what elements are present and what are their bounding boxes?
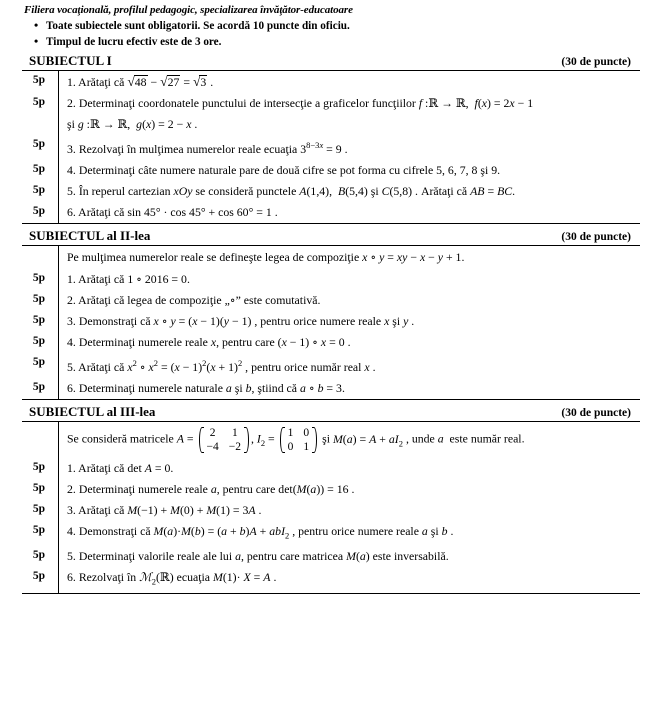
section-points: (30 de puncte) — [561, 230, 631, 243]
math-expression-sqrt48: √48 − √27 = √3 — [127, 74, 207, 89]
math-equation-x-minus-1: (x − 1) ∘ x = 0 — [277, 334, 348, 349]
question-number: 2. — [67, 292, 76, 307]
question-lead: Determinaţi coordonatele punctului de intersecţie a graficelor funcţiilor — [78, 96, 416, 110]
question-lead: Arătaţi că — [78, 460, 125, 475]
points-cell: 5p — [22, 181, 59, 202]
points-cell-empty — [22, 245, 59, 269]
question-mid: ecuaţia — [176, 570, 211, 585]
math-expr-1-comp-2016: 1 ∘ 2016 = 0 — [127, 271, 187, 286]
question-number: 4. — [67, 334, 76, 349]
points-cell: 5p — [22, 458, 59, 479]
question-lead: Determinaţi numerele naturale — [78, 380, 223, 395]
table-row — [22, 378, 640, 400]
matrix-cell: 0 — [303, 426, 310, 439]
question-cell — [59, 567, 641, 593]
question-cell — [59, 378, 641, 400]
question-mid: , ştiind că — [251, 380, 298, 395]
table-row — [22, 521, 640, 546]
math-matrix-set-m2r: ℳ$_2$(ℝ) — [139, 570, 174, 587]
table-row — [22, 353, 640, 378]
table-row — [22, 500, 640, 521]
question-tail: . — [210, 75, 214, 89]
math-function-f: f :ℝ → ℝ, f(x) = 2x − 1 — [418, 96, 534, 110]
question-number: 2. — [67, 481, 76, 496]
question-tail: . — [347, 334, 351, 349]
math-sum-of-m: M(−1) + M(0) + M(1) = 3A — [127, 502, 256, 517]
question-mid: , pentru care — [216, 334, 275, 349]
question-cell — [59, 500, 641, 521]
points-cell: 5p — [22, 378, 59, 400]
math-composition-law: x ∘ y = xy − x − y + 1. — [362, 249, 465, 264]
table-row — [22, 479, 640, 500]
question-mid: , pentru care — [216, 481, 276, 496]
question-cell — [59, 71, 641, 94]
question-number: 1. — [67, 460, 76, 475]
section-intro-cell — [59, 245, 641, 269]
math-equation-a-comp-b: a ∘ b = 3 — [299, 380, 342, 395]
questions-table-subiectul-3 — [22, 421, 640, 594]
table-row — [22, 332, 640, 353]
question-tail: . — [273, 570, 277, 585]
question-cell — [59, 181, 641, 202]
matrix-a — [198, 426, 251, 454]
math-expr-x-squared: $x^2$ ∘ $x^2 = (x - 1)^2(x + 1)^2$ — [127, 357, 243, 374]
question-cell — [59, 311, 641, 332]
table-row — [22, 421, 640, 458]
question-lead: Arătaţi că legea de compoziţie „∘” este comutativă. — [78, 292, 321, 307]
section-points: (30 de puncte) — [561, 406, 631, 419]
math-expr-factored-form: x ∘ y = (x − 1)(y − 1) — [153, 313, 252, 328]
question-lead: Arătaţi că — [78, 204, 125, 219]
matrix-cell: 1 — [287, 426, 294, 439]
math-points-abc: A(1,4), B(5,4) şi C(5,8) . — [299, 183, 421, 198]
question-tail: . — [274, 204, 278, 219]
matrix-cell: 2 — [209, 426, 216, 439]
points-cell: 5p — [22, 521, 59, 546]
document-header: Filiera vocaţională, profilul pedagogic, specializarea învăţător-educatoare — [24, 4, 353, 16]
table-row — [22, 567, 640, 593]
table-row — [22, 290, 640, 311]
left-paren-icon — [279, 426, 286, 454]
question-tail: este inversabilă. — [372, 549, 449, 564]
table-row — [22, 160, 640, 181]
math-exponential-equation: $3^{8-3x} = 9$ — [300, 140, 345, 156]
question-cell — [59, 521, 641, 546]
right-paren-icon — [311, 426, 318, 454]
question-lead: Determinaţi valorile reale ale lui — [78, 549, 233, 564]
question-tail: . — [258, 502, 262, 517]
math-var-a: a — [235, 549, 241, 564]
points-cell: 5p — [22, 567, 59, 593]
points-cell: 5p — [22, 290, 59, 311]
question-cell — [59, 332, 641, 353]
section-header-subiectul-1 — [12, 53, 634, 69]
matrix-a-grid — [205, 426, 244, 454]
points-cell: 5p — [22, 546, 59, 567]
questions-table-subiectul-1 — [22, 70, 640, 224]
section-header-subiectul-2 — [12, 228, 634, 244]
question-after: , pentru orice număr real — [245, 359, 362, 374]
question-number: 5. — [67, 359, 76, 374]
section-points: (30 de puncte) — [561, 56, 631, 68]
points-cell: 5p — [22, 135, 59, 160]
section-title: SUBIECTUL I — [29, 53, 112, 68]
table-row — [22, 135, 640, 160]
intro-lead: Se consideră matricele — [67, 431, 174, 446]
math-det-a: det A = 0 — [127, 460, 171, 475]
math-matrix-m-a: M(a) — [346, 549, 370, 564]
question-number: 1. — [67, 271, 76, 286]
question-number: 4. — [67, 523, 76, 538]
question-cell — [59, 269, 641, 290]
matrix-i2 — [279, 426, 319, 454]
instruction-item: • Timpul de lucru efectiv este de 3 ore. — [12, 35, 634, 49]
math-det-m-equals-16: det(M(a)) = 16 — [278, 481, 352, 496]
question-lead: Rezolvaţi în — [78, 570, 137, 585]
question-lead: Demonstraţi că — [78, 523, 151, 538]
question-number: 6. — [67, 204, 76, 219]
question-lead: Rezolvaţi în mulţimea numerelor reale ecuaţia — [78, 141, 298, 156]
table-row — [22, 269, 640, 290]
table-row — [22, 311, 640, 332]
points-cell: 5p — [22, 311, 59, 332]
question-cell — [59, 160, 641, 181]
points-cell: 5p — [22, 71, 59, 94]
question-mid: , pentru care matricea — [240, 549, 344, 564]
points-cell-empty — [22, 114, 59, 135]
intro-text: Pe mulţimea numerelor reale se defineşte legea de compoziţie — [67, 249, 360, 264]
section-intro-cell: Se consideră matricele A = 2 1 −4 −2 , $I_2$ = 1 0 0 1 şi $M(a) = A + aI_2$ , unde a este număr real. — [59, 421, 641, 458]
math-vars-x-y: x şi y . — [384, 313, 415, 328]
question-number: 5. — [67, 183, 76, 198]
question-cell — [59, 546, 641, 567]
question-number: 5. — [67, 549, 76, 564]
points-cell: 5p — [22, 353, 59, 378]
math-var-x: x — [210, 334, 217, 349]
question-lead: Arătaţi că — [78, 502, 125, 517]
question-end: Arătaţi că — [420, 183, 468, 198]
math-matrix-equation: M(1)· X = A — [212, 570, 271, 585]
question-lead: Arătaţi că — [78, 359, 125, 374]
math-trig-identity: sin 45° · cos 45° + cos 60° = 1 — [127, 204, 275, 219]
math-var-a: a — [210, 481, 217, 496]
matrix-i2-grid — [286, 426, 312, 454]
table-row — [22, 546, 640, 567]
points-cell-empty — [22, 421, 59, 458]
question-number: 6. — [67, 570, 76, 585]
matrix-i-label: I — [256, 431, 261, 446]
question-after: , pentru orice numere reale — [254, 313, 382, 328]
instruction-item: • Toate subiectele sunt obligatorii. Se acordă 10 puncte din oficiu. — [12, 19, 634, 33]
question-lead: Determinaţi numerele reale — [78, 481, 208, 496]
matrix-cell: 1 — [232, 426, 238, 439]
question-number: 6. — [67, 380, 76, 395]
table-row — [22, 458, 640, 479]
math-vars-a-b: a şi b . — [421, 523, 454, 538]
points-cell: 5p — [22, 332, 59, 353]
points-cell: 5p — [22, 93, 59, 114]
question-number: 1. — [67, 75, 76, 89]
question-cell — [59, 353, 641, 378]
math-var-x-real: x . — [364, 359, 376, 374]
section-title: SUBIECTUL al II-lea — [29, 227, 151, 243]
question-number: 4. — [67, 162, 76, 177]
question-cell — [59, 202, 641, 224]
question-cell — [59, 458, 641, 479]
question-mid: se consideră punctele — [195, 183, 297, 198]
question-tail: . — [344, 141, 348, 156]
question-cell-continuation — [59, 114, 641, 135]
table-row — [22, 202, 640, 224]
table-row — [22, 71, 640, 94]
question-tail: . — [512, 183, 516, 198]
math-conclusion-ab-bc: AB = BC — [470, 183, 513, 198]
question-lead: Demonstraţi că — [78, 313, 151, 328]
math-product-m-a-m-b: M(a)·M(b) = (a + b)A + abI$_2$ — [153, 523, 290, 541]
matrix-cell: 1 — [303, 440, 310, 453]
question-number: 3. — [67, 141, 76, 156]
table-row — [22, 181, 640, 202]
question-cell — [59, 93, 641, 114]
left-paren-icon — [198, 426, 205, 454]
matrix-cell: −2 — [228, 440, 242, 453]
questions-table-subiectul-2 — [22, 245, 640, 400]
question-number: 3. — [67, 502, 76, 517]
matrix-cell: 0 — [287, 440, 294, 453]
table-row — [22, 245, 640, 269]
question-cell — [59, 135, 641, 160]
question-cell — [59, 290, 641, 311]
matrix-a-label: A — [176, 431, 184, 446]
question-lead: Arătaţi că — [78, 271, 125, 286]
points-cell: 5p — [22, 269, 59, 290]
conjunction-si: şi — [67, 117, 75, 131]
math-vars-a-b: a şi b — [225, 380, 252, 395]
question-tail: . — [170, 460, 174, 475]
intro-mid: şi — [322, 431, 330, 446]
table-row — [22, 93, 640, 114]
right-paren-icon — [243, 426, 250, 454]
points-cell: 5p — [22, 500, 59, 521]
section-header-subiectul-3 — [12, 404, 634, 420]
question-number: 3. — [67, 313, 76, 328]
points-cell: 5p — [22, 202, 59, 224]
math-function-g: g :ℝ → ℝ, g(x) = 2 − x . — [77, 117, 198, 131]
points-cell: 5p — [22, 160, 59, 181]
question-tail: . — [186, 271, 190, 286]
table-row — [22, 114, 640, 135]
question-tail: . — [351, 481, 355, 496]
question-lead: Determinaţi câte numere naturale pare de două cifre se pot forma cu cifrele 5, 6, 7, 8 şi 9. — [78, 162, 501, 177]
math-m-of-a-definition: $M(a) = A + aI_2$ — [332, 431, 403, 448]
points-cell: 5p — [22, 479, 59, 500]
question-cell — [59, 479, 641, 500]
question-lead: Arătaţi că — [78, 75, 125, 89]
math-plane-xoy: xOy — [173, 183, 193, 198]
section-title: SUBIECTUL al III-lea — [29, 403, 156, 419]
question-after: , pentru orice numere reale — [292, 523, 419, 538]
question-lead: Determinaţi numerele reale — [78, 334, 208, 349]
matrix-cell: −4 — [206, 440, 219, 453]
question-lead: În reperul cartezian — [78, 183, 171, 198]
instructions-list — [12, 19, 634, 49]
question-tail: . — [341, 380, 345, 395]
question-number: 2. — [67, 96, 76, 110]
